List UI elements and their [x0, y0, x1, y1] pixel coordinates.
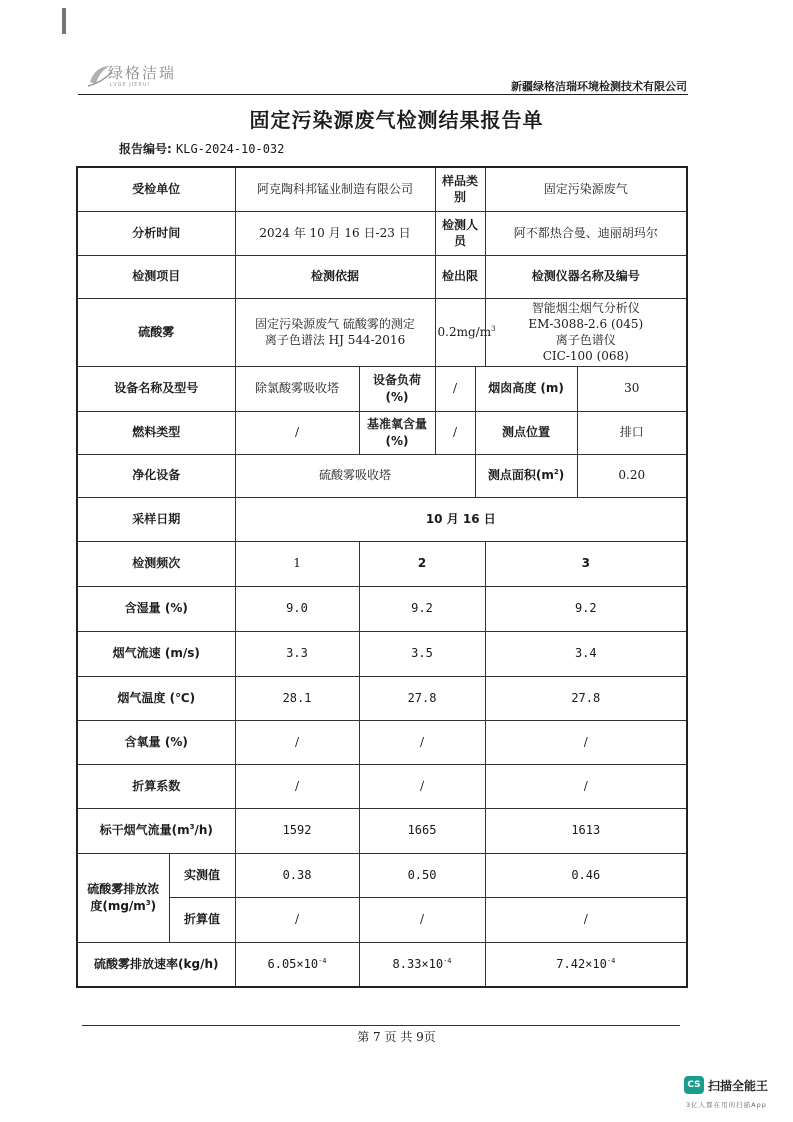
flue-temperature-label: 烟气温度 (℃) — [77, 676, 235, 720]
purification-equipment-label: 净化设备 — [77, 454, 235, 497]
dry-flow-label: 标干烟气流量$(m^3/h)$ — [77, 808, 235, 853]
reference-oxygen-value: / — [435, 411, 475, 454]
scanner-app-name: 扫描全能王 — [708, 1079, 769, 1093]
moisture-3: 9.2 — [485, 586, 687, 631]
dry-flow-2: 1665 — [359, 808, 485, 853]
flue-velocity-label: 烟气流速 (m/s) — [77, 631, 235, 676]
instrument-line2: EM-3088-2.6 (045) — [528, 316, 644, 331]
company-name: 新疆绿格洁瑞环境检测技术有限公司 — [511, 80, 687, 93]
frequency-2: 2 — [359, 541, 485, 586]
scan-edge-mark — [62, 8, 66, 34]
converted-value-1: / — [235, 897, 359, 942]
sample-type-label: 样品类别 — [435, 167, 485, 211]
table-row — [77, 808, 687, 853]
report-number-value: KLG-2024-10-032 — [176, 142, 285, 156]
conversion-factor-3: / — [485, 764, 687, 808]
test-basis-line2: 离子色谱法 HJ 544-2016 — [264, 333, 406, 347]
oxygen-content-3: / — [485, 720, 687, 764]
measured-value-label: 实测值 — [169, 853, 235, 897]
detection-limit-value: $0.2mg/m^3$ — [435, 298, 485, 366]
converted-value-2: / — [359, 897, 485, 942]
flue-temperature-1: 28.1 — [235, 676, 359, 720]
reference-oxygen-label: 基准氧含量 (%) — [359, 411, 435, 454]
fuel-type-value: / — [235, 411, 359, 454]
logo-subtext: LVGE JIERUI — [110, 82, 150, 88]
emission-rate-2: $8.33\times 10^{-4}$ — [359, 942, 485, 987]
dry-flow-1: 1592 — [235, 808, 359, 853]
fuel-type-label: 燃料类型 — [77, 411, 235, 454]
detection-limit-label: 检出限 — [435, 255, 485, 298]
analysis-time-value: 2024 年 10 月 16 日-23 日 — [235, 211, 435, 255]
page-title: 固定污染源废气检测结果报告单 — [249, 108, 544, 132]
footer-divider — [82, 1025, 680, 1026]
test-item-label: 检测项目 — [77, 255, 235, 298]
logo-text: 绿格洁瑞 — [108, 64, 177, 82]
equipment-load-label: 设备负荷 (%) — [359, 366, 435, 411]
frequency-3: 3 — [485, 541, 687, 586]
table-row — [77, 541, 687, 586]
measure-area-label: 测点面积$(m^2)$ — [475, 454, 577, 497]
oxygen-content-2: / — [359, 720, 485, 764]
moisture-2: 9.2 — [359, 586, 485, 631]
measured-value-2: 0.50 — [359, 853, 485, 897]
table-row — [77, 586, 687, 631]
company-logo — [86, 60, 196, 94]
analysis-time-label: 分析时间 — [77, 211, 235, 255]
flue-velocity-1: 3.3 — [235, 631, 359, 676]
measure-point-value: 排口 — [577, 411, 687, 454]
test-basis-line1: 固定污染源废气 硫酸雾的测定 — [255, 316, 415, 331]
stack-height-value: 30 — [577, 366, 687, 411]
measure-point-label: 测点位置 — [475, 411, 577, 454]
report-number-label: 报告编号: — [119, 142, 172, 156]
instrument-line4: CIC-100 (068) — [542, 349, 629, 364]
instrument-line3: 离子色谱仪 — [555, 333, 616, 347]
conversion-factor-1: / — [235, 764, 359, 808]
report-number — [119, 140, 284, 157]
scanner-tagline: 3亿人都在用的扫描App — [686, 1101, 767, 1109]
camscanner-icon: CS — [684, 1076, 704, 1094]
table-row — [77, 676, 687, 720]
table-row — [77, 411, 687, 454]
converted-value-label: 折算值 — [169, 897, 235, 942]
table-row — [77, 853, 687, 897]
converted-value-3: / — [485, 897, 687, 942]
emission-rate-3: $7.42\times 10^{-4}$ — [485, 942, 687, 987]
table-row — [77, 720, 687, 764]
test-item-value: 硫酸雾 — [77, 298, 235, 366]
instrument-value — [485, 298, 687, 366]
emission-rate-label: 硫酸雾排放速率(kg/h) — [77, 942, 235, 987]
inspector-label: 检测人员 — [435, 211, 485, 255]
table-row — [77, 631, 687, 676]
table-row — [77, 211, 687, 255]
oxygen-content-1: / — [235, 720, 359, 764]
measure-area-value: 0.20 — [577, 454, 687, 497]
table-row — [77, 366, 687, 411]
test-basis-value — [235, 298, 435, 366]
result-table — [76, 166, 688, 988]
instrument-label: 检测仪器名称及编号 — [485, 255, 687, 298]
table-row — [77, 454, 687, 497]
equipment-load-value: / — [435, 366, 475, 411]
scanner-watermark — [684, 1076, 784, 1116]
table-row — [77, 764, 687, 808]
concentration-group-label: 硫酸雾排放浓 度$(mg/m^3)$ — [77, 853, 169, 942]
measured-value-3: 0.46 — [485, 853, 687, 897]
header-divider — [78, 94, 688, 95]
instrument-line1: 智能烟尘烟气分析仪 — [531, 300, 640, 315]
equipment-label: 设备名称及型号 — [77, 366, 235, 411]
flue-temperature-2: 27.8 — [359, 676, 485, 720]
sampling-date-value: 10 月 16 日 — [235, 497, 687, 541]
inspected-unit-label: 受检单位 — [77, 167, 235, 211]
flue-velocity-2: 3.5 — [359, 631, 485, 676]
table-row — [77, 497, 687, 541]
frequency-label: 检测频次 — [77, 541, 235, 586]
inspected-unit-value: 阿克陶科邦锰业制造有限公司 — [235, 167, 435, 211]
inspector-value: 阿不都热合曼、迪丽胡玛尔 — [485, 211, 687, 255]
table-row — [77, 255, 687, 298]
table-row — [77, 942, 687, 987]
page-number: 第 7 页 共 9页 — [357, 1030, 436, 1044]
conversion-factor-2: / — [359, 764, 485, 808]
dry-flow-3: 1613 — [485, 808, 687, 853]
flue-velocity-3: 3.4 — [485, 631, 687, 676]
conversion-factor-label: 折算系数 — [77, 764, 235, 808]
sampling-date-label: 采样日期 — [77, 497, 235, 541]
frequency-1: 1 — [235, 541, 359, 586]
measured-value-1: 0.38 — [235, 853, 359, 897]
sample-type-value: 固定污染源废气 — [485, 167, 687, 211]
purification-equipment-value: 硫酸雾吸收塔 — [235, 454, 475, 497]
moisture-1: 9.0 — [235, 586, 359, 631]
emission-rate-1: $6.05\times 10^{-4}$ — [235, 942, 359, 987]
oxygen-content-label: 含氧量 (%) — [77, 720, 235, 764]
table-row — [77, 298, 687, 366]
stack-height-label: 烟囱高度 (m) — [475, 366, 577, 411]
table-row — [77, 167, 687, 211]
equipment-value: 除氯酸雾吸收塔 — [235, 366, 359, 411]
test-basis-label: 检测依据 — [235, 255, 435, 298]
flue-temperature-3: 27.8 — [485, 676, 687, 720]
table-row — [77, 897, 687, 942]
moisture-label: 含湿量 (%) — [77, 586, 235, 631]
